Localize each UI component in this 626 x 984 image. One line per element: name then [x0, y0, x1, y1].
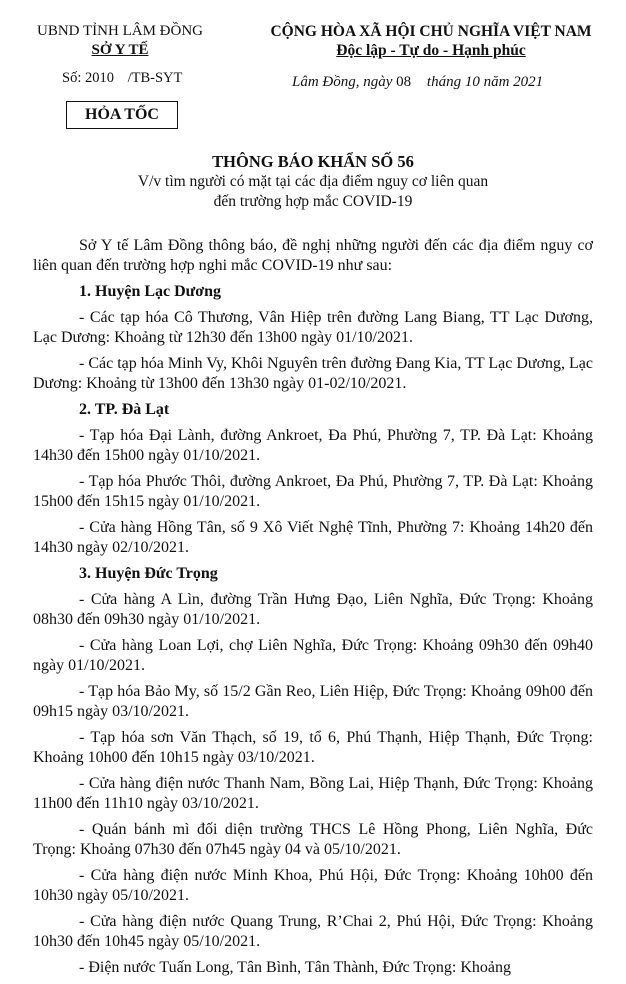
- place-date-prefix: Lâm Đồng, ngày: [292, 74, 393, 90]
- section-heading: 2. TP. Đà Lạt: [79, 401, 170, 418]
- section-heading: 1. Huyện Lạc Dương: [79, 283, 222, 300]
- notice-subtitle-line2: đến trường hợp mắc COVID-19: [213, 193, 413, 210]
- section-heading: 3. Huyện Đức Trọng: [79, 565, 218, 582]
- place-date: [292, 74, 543, 91]
- location-item: - Các tạp hóa Minh Vy, Khôi Nguyên trên đường Đang Kia, TT Lạc Dương, Lạc Dương: Khoảng từ 13h00 đến 13h30 ngày 01-02/10/2021.: [33, 355, 594, 392]
- location-item: - Cửa hàng điện nước Thanh Nam, Bồng Lai, Hiệp Thạnh, Đức Trọng: Khoảng 11h00 đến 11h10 ngày 03/10/2021.: [33, 775, 593, 812]
- location-item: - Cửa hàng A Lìn, đường Trần Hưng Đạo, Liên Nghĩa, Đức Trọng: Khoảng 08h30 đến 09h30 ngày 01/10/2021.: [33, 591, 593, 628]
- notice-subtitle-line1: V/v tìm người có mặt tại các địa điểm nguy cơ liên quan: [137, 173, 489, 190]
- province-committee: UBND TỈNH LÂM ĐỒNG: [37, 23, 203, 39]
- doc-code: /TB-SYT: [127, 70, 183, 86]
- location-item: - Cửa hàng điện nước Minh Khoa, Phú Hội, Đức Trọng: Khoảng 10h00 đến 10h30 ngày 05/10/2021.: [33, 867, 593, 904]
- issuing-authority: [20, 22, 220, 60]
- location-item: - Tạp hóa Bảo My, số 15/2 Gần Reo, Liên Hiệp, Đức Trọng: Khoảng 09h00 đến 09h15 ngày 03/10/2021.: [33, 683, 593, 720]
- notice-title: THÔNG BÁO KHẨN SỐ 56: [212, 152, 414, 171]
- notice-body: [33, 236, 593, 984]
- location-item: - Điện nước Tuấn Long, Tân Bình, Tân Thành, Đức Trọng: Khoảng: [79, 959, 512, 976]
- location-item: - Tạp hóa Phước Thôi, đường Ankroet, Đa Phú, Phường 7, TP. Đà Lạt: Khoảng 15h00 đến 15h15 ngày 01/10/2021.: [33, 473, 593, 510]
- location-item: - Tạp hóa sơn Văn Thạch, số 19, tổ 6, Phú Thạnh, Hiệp Thạnh, Đức Trọng: Khoảng 10h00 đến 10h15 ngày 03/10/2021.: [33, 729, 593, 766]
- doc-number-label: Số:: [62, 70, 82, 86]
- intro-paragraph: Sở Y tế Lâm Đồng thông báo, đề nghị những người đến các địa điểm nguy cơ liên quan đến trường hợp nghi mắc COVID-19 như sau:: [33, 237, 593, 274]
- national-motto: Độc lập - Tự do - Hạnh phúc: [336, 42, 526, 59]
- location-item: - Các tạp hóa Cô Thương, Vân Hiệp trên đường Lang Biang, TT Lạc Dương, Lạc Dương: Khoảng từ 12h30 đến 13h00 ngày 01/10/2021.: [33, 309, 593, 346]
- location-item: - Cửa hàng điện nước Quang Trung, R’Chai 2, Phú Hội, Đức Trọng: Khoảng 10h30 đến 10h45 ngày 05/10/2021.: [33, 913, 593, 950]
- date-day: 08: [396, 74, 412, 90]
- department-name: SỞ Y TẾ: [91, 42, 149, 58]
- location-item: - Cửa hàng Hồng Tân, số 9 Xô Viết Nghệ Tĩnh, Phường 7: Khoảng 14h20 đến 14h30 ngày 02/10/2021.: [33, 519, 593, 556]
- notice-title-block: [0, 152, 626, 212]
- date-month-year: tháng 10 năm 2021: [426, 74, 544, 90]
- urgency-stamp: HỎA TỐC: [66, 101, 178, 129]
- location-item: - Quán bánh mì đối diện trường THCS Lê Hồng Phong, Liên Nghĩa, Đức Trọng: Khoảng 07h30 đến 07h45 ngày 04 và 05/10/2021.: [33, 821, 593, 858]
- national-heading: [250, 22, 612, 60]
- document-number: [62, 70, 182, 87]
- nation-name: CỘNG HÒA XÃ HỘI CHỦ NGHĨA VIỆT NAM: [270, 23, 592, 40]
- location-item: - Tạp hóa Đại Lành, đường Ankroet, Đa Phú, Phường 7, TP. Đà Lạt: Khoảng 14h30 đến 15h00 ngày 01/10/2021.: [33, 427, 593, 464]
- location-item: - Cửa hàng Loan Lợi, chợ Liên Nghĩa, Đức Trọng: Khoảng 09h30 đến 09h40 ngày 01/10/2021.: [33, 637, 593, 674]
- doc-number-value: 2010: [84, 70, 114, 86]
